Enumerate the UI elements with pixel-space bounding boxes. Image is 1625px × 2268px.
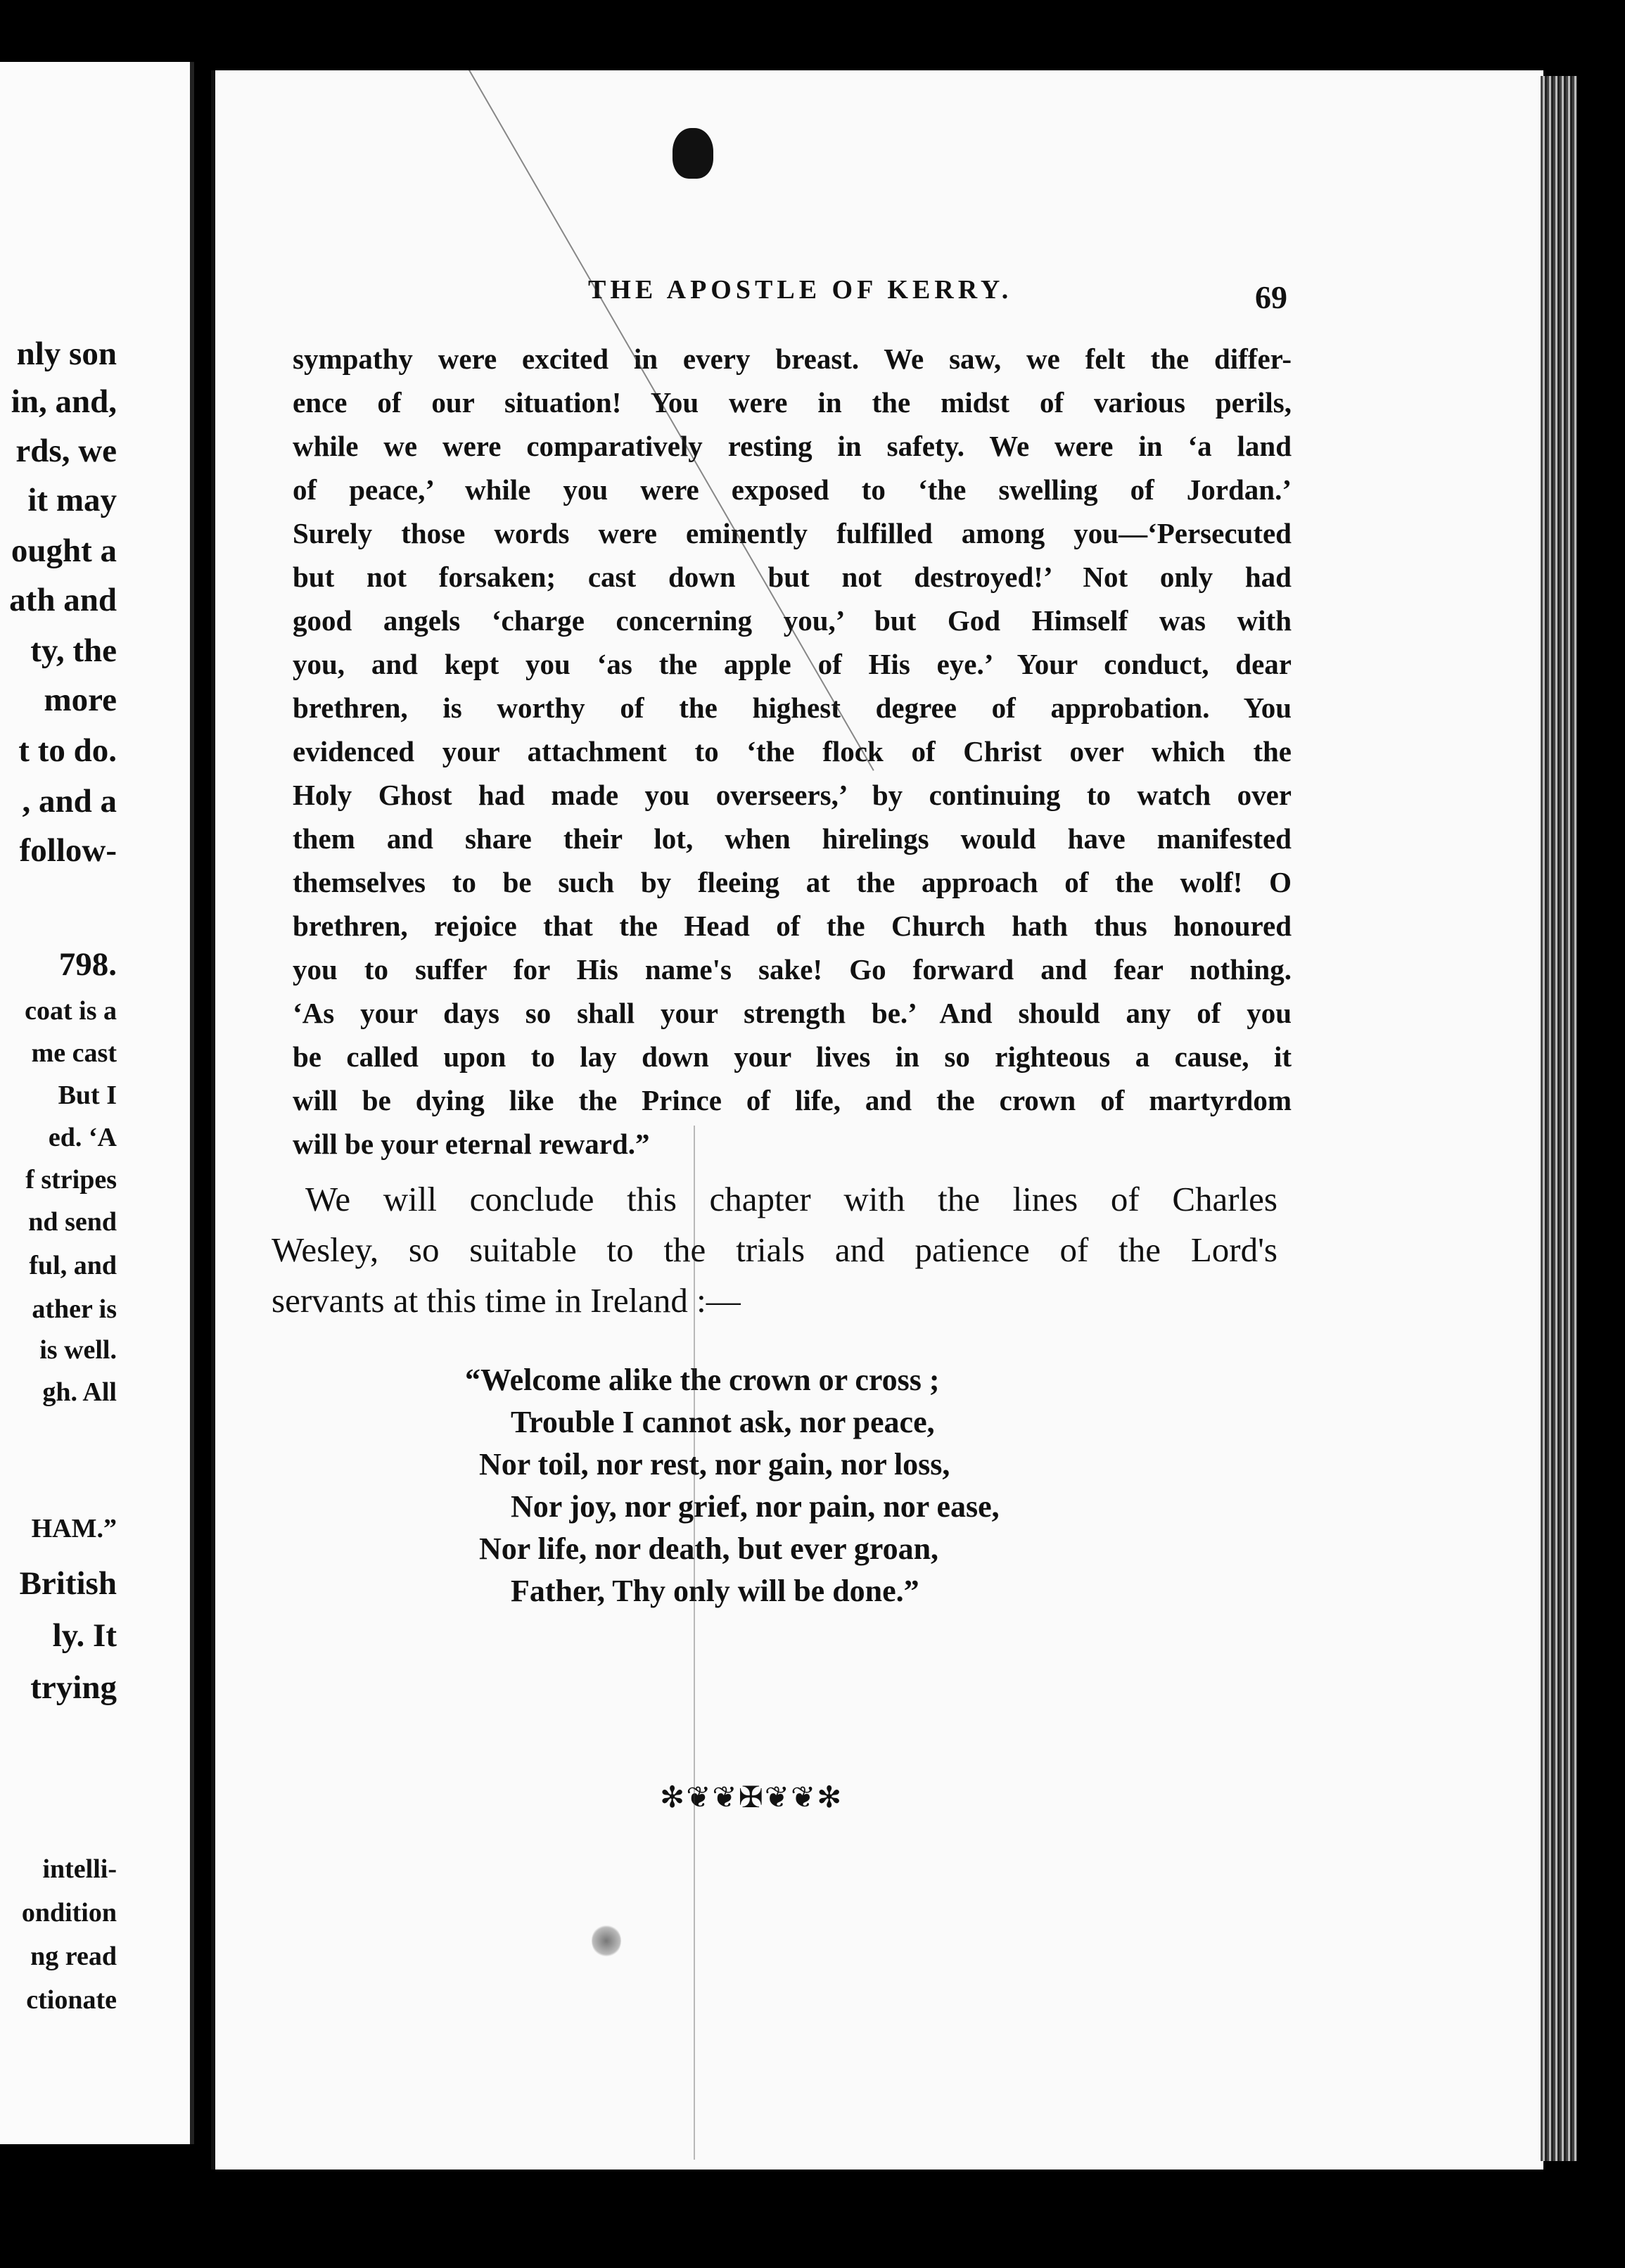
left-page-line: gh. All (42, 1377, 117, 1407)
text-line: you, and kept you ‘as the apple of His eye.’ Your conduct, dear (293, 648, 1292, 680)
left-page-line: ng read (30, 1942, 117, 1971)
left-page-line: me cast (31, 1038, 117, 1068)
left-page-line: in, and, (11, 383, 117, 420)
text-line: evidenced your attachment to ‘the flock of Christ over which the (293, 735, 1292, 767)
text-line: We will conclude this chapter with the lines of Charles (305, 1180, 1277, 1218)
text-line: while we were comparatively resting in safety. We were in ‘a land (293, 430, 1292, 462)
text-line: will be dying like the Prince of life, and the crown of martyrdom (293, 1084, 1292, 1116)
scan-crease (694, 1126, 695, 2160)
left-page-line: trying (30, 1669, 117, 1706)
book-page (211, 70, 1543, 2170)
page-edge (1541, 76, 1577, 2161)
text-line: ‘As your days so shall your strength be.’ And should any of you (293, 997, 1292, 1029)
left-page-fragment (0, 62, 194, 2144)
left-page-line: f stripes (25, 1165, 117, 1194)
verse-line: Nor life, nor death, but ever groan, (479, 1531, 939, 1566)
running-head: THE APOSTLE OF KERRY. (588, 275, 1013, 305)
text-line: them and share their lot, when hirelings would have manifested (293, 822, 1292, 855)
left-page-line: intelli- (42, 1854, 117, 1884)
text-line: of peace,’ while you were exposed to ‘the swelling of Jordan.’ (293, 473, 1292, 506)
page-number: 69 (1255, 279, 1287, 315)
left-page-line: ctionate (26, 1985, 117, 2015)
left-page-line: t to do. (18, 732, 117, 769)
left-page-line: British (19, 1565, 117, 1602)
ink-smudge (592, 1924, 621, 1958)
text-line: brethren, rejoice that the Head of the Church hath thus honoured (293, 910, 1292, 942)
left-page-line: 798. (58, 946, 117, 983)
verse-line: Nor joy, nor grief, nor pain, nor ease, (511, 1489, 1000, 1524)
verse-line: Nor toil, nor rest, nor gain, nor loss, (479, 1447, 950, 1482)
left-page-line: , and a (22, 783, 117, 820)
text-line: Holy Ghost had made you overseers,’ by continuing to watch over (293, 779, 1292, 811)
verse-line: Father, Thy only will be done.” (511, 1574, 919, 1608)
text-line: Surely those words were eminently fulfilled among you—‘Persecuted (293, 517, 1292, 549)
left-page-line: more (44, 682, 117, 718)
top-ornament (673, 128, 713, 179)
left-page-line: nly son (16, 336, 117, 372)
text-line: you to suffer for His name's sake! Go forward and fear nothing. (293, 953, 1292, 986)
text-line: sympathy were excited in every breast. We saw, we felt the differ- (293, 343, 1292, 375)
left-page-line: ful, and (29, 1251, 117, 1280)
text-line: be called upon to lay down your lives in so righteous a cause, it (293, 1040, 1292, 1073)
text-line: good angels ‘charge concerning you,’ but God Himself was with (293, 604, 1292, 637)
text-line: ence of our situation! You were in the midst of various perils, (293, 386, 1292, 419)
left-page-line: is well. (39, 1335, 117, 1365)
left-page-line: ather is (32, 1294, 117, 1324)
verse-line: Trouble I cannot ask, nor peace, (511, 1405, 935, 1439)
text-line: themselves to be such by fleeing at the approach of the wolf! O (293, 866, 1292, 898)
left-page-line: But I (58, 1081, 117, 1110)
left-page-line: ly. It (52, 1617, 117, 1654)
left-page-line: rds, we (15, 433, 117, 469)
text-line: will be your eternal reward.” (293, 1128, 650, 1160)
text-line: servants at this time in Ireland :— (272, 1281, 741, 1320)
left-page-line: it may (27, 482, 117, 518)
left-page-line: ath and (9, 582, 117, 618)
text-line: Wesley, so suitable to the trials and patience of the Lord's (272, 1230, 1277, 1269)
left-page-line: nd send (28, 1207, 117, 1237)
left-page-line: coat is a (25, 996, 117, 1026)
left-page-line: ought a (11, 533, 117, 569)
verse-line: “Welcome alike the crown or cross ; (465, 1363, 940, 1397)
text-line: but not forsaken; cast down but not destroyed!’ Not only had (293, 561, 1292, 593)
left-page-line: ed. ‘A (48, 1123, 117, 1152)
left-page-line: follow- (19, 832, 117, 869)
left-page-line: ondition (21, 1898, 117, 1928)
left-page-line: HAM.” (31, 1514, 117, 1543)
end-ornament: ✻❦❦✠❦❦✻ (660, 1780, 843, 1814)
left-page-line: ty, the (30, 632, 117, 669)
text-line: brethren, is worthy of the highest degree of approbation. You (293, 692, 1292, 724)
